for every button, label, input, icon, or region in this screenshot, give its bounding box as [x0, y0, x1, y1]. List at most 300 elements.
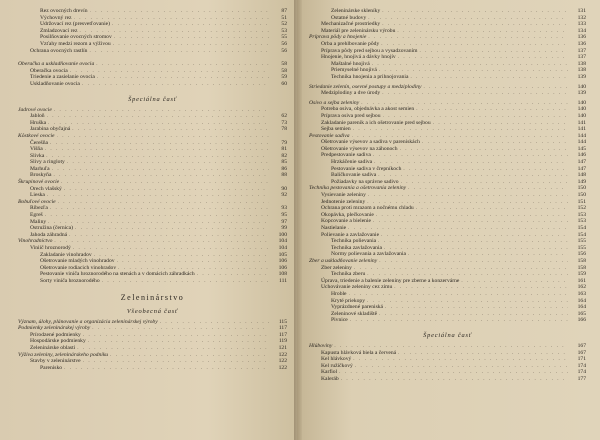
toc-entry: [18, 68, 287, 75]
toc-entry-title: Jednotenie zeleniny: [321, 198, 366, 205]
dot-leader: [92, 326, 269, 333]
toc-entry-title: Polievanie a zavlažovanie: [321, 231, 380, 238]
toc-entry-title: Udržovací rez (presvetľovanie): [40, 21, 110, 28]
toc-entry-title: Osivo a sejba zeleniny: [309, 99, 360, 106]
dot-leader: [197, 272, 269, 279]
toc-entry-title: Predpestovanie sadiva: [321, 152, 371, 159]
toc-entry-title: Ošetrovanie výsevov na záhonoch: [321, 145, 398, 152]
toc-entry: [18, 332, 287, 339]
toc-entry-title: Kel ružičkový: [321, 362, 353, 369]
toc-entry-page-number: 73: [281, 119, 287, 126]
dot-leader: [433, 121, 568, 128]
dot-leader: [113, 42, 269, 49]
toc-entry-title: Technika hnojenia a prihnojovania: [331, 73, 409, 80]
dot-leader: [102, 279, 269, 286]
dot-leader: [52, 167, 269, 174]
toc-entry-page-number: 166: [577, 317, 586, 324]
toc-entry-page-number: 78: [281, 126, 287, 133]
dot-leader: [89, 49, 269, 56]
dot-leader: [45, 147, 269, 154]
dot-leader: [403, 167, 568, 174]
dot-leader: [57, 134, 270, 141]
toc-entry: [309, 232, 586, 239]
dot-leader: [45, 213, 269, 220]
toc-entry-title: Hrzkáčenie sadiva: [331, 159, 373, 166]
toc-entry-page-number: 153: [577, 211, 586, 218]
dot-leader: [400, 147, 568, 154]
dot-leader: [368, 35, 568, 42]
toc-entry: [309, 258, 586, 265]
dot-leader: [83, 359, 269, 366]
toc-entry-page-number: 81: [281, 146, 287, 153]
dot-leader: [355, 364, 568, 371]
toc-entry-page-number: 171: [577, 356, 586, 363]
dot-leader: [90, 9, 269, 16]
toc-entry: [18, 271, 287, 278]
toc-entry: [18, 81, 287, 88]
toc-entry-page-number: 158: [577, 257, 586, 264]
toc-entry: [18, 238, 287, 245]
toc-entry-title: Kapusta hlávková biela a červená: [321, 349, 397, 356]
spacer: [18, 54, 287, 61]
toc-entry: [309, 113, 586, 120]
toc-entry-page-number: 115: [278, 318, 287, 325]
toc-entry-title: Sorty viniča hroznorodého: [40, 277, 100, 284]
spacer: [18, 88, 287, 95]
toc-entry-title: Kryté priekopy: [331, 297, 366, 304]
toc-entry-page-number: 156: [577, 251, 586, 258]
toc-entry-title: Ochrana proti mrazom a nočnému chladu: [321, 205, 414, 212]
toc-entry-page-number: 144: [577, 132, 586, 139]
toc-entry: [309, 90, 586, 97]
toc-entry-title: Maliny: [30, 218, 47, 225]
toc-entry: [309, 106, 586, 113]
toc-entry-title: Rez ovocných drevín: [40, 8, 88, 14]
toc-entry-page-number: 56: [281, 40, 287, 47]
toc-entry: [309, 192, 586, 199]
book-gutter-shadow: [294, 0, 302, 440]
dot-leader: [382, 9, 568, 16]
toc-entry: [18, 74, 287, 81]
toc-entry-page-number: 177: [577, 375, 586, 382]
toc-entry-title: Oberačka ovocia: [30, 67, 68, 74]
toc-entry: [309, 139, 586, 146]
toc-entry-title: Materiál pre zeleninársku výrobu: [321, 27, 396, 34]
toc-entry-page-number: 145: [577, 145, 586, 152]
toc-entry: [309, 8, 586, 15]
dot-leader: [398, 55, 568, 62]
toc-entry: [309, 369, 586, 376]
toc-entry-title: Ošetrovanie rodiacich vinohradov: [40, 264, 117, 271]
dot-leader: [72, 127, 269, 134]
toc-entry: [309, 146, 586, 153]
toc-entry: [18, 225, 287, 232]
toc-entry-page-number: 163: [577, 290, 586, 297]
toc-entry: [18, 140, 287, 147]
toc-entry-page-number: 164: [577, 297, 586, 304]
dot-leader: [368, 193, 568, 200]
dot-leader: [408, 252, 568, 259]
toc-entry-title: Zber a uskladňovanie zeleniny: [309, 257, 378, 264]
toc-entry-title: Slivy a ringloty: [30, 159, 65, 166]
toc-entry: [18, 34, 287, 41]
toc-entry: [18, 48, 287, 55]
toc-entry-page-number: 159: [577, 271, 586, 278]
toc-entry-page-number: 97: [281, 218, 287, 225]
toc-entry-title: Broskyňa: [30, 172, 52, 179]
left-block-1: [18, 8, 287, 54]
dot-leader: [398, 351, 568, 358]
toc-entry-page-number: 60: [281, 80, 287, 87]
toc-entry: [309, 61, 586, 68]
toc-entry: [18, 113, 287, 120]
dot-leader: [372, 62, 568, 69]
dot-leader: [382, 22, 568, 29]
toc-entry-page-number: 151: [577, 198, 586, 205]
toc-entry: [309, 152, 586, 159]
dot-leader: [341, 377, 568, 384]
toc-entry-page-number: 167: [577, 342, 586, 349]
toc-entry: [309, 159, 586, 166]
toc-entry-page-number: 132: [577, 14, 586, 21]
toc-entry: [309, 212, 586, 219]
toc-entry-title: Ošetrovanie mladých vinohradov: [40, 258, 115, 265]
toc-entry: [18, 41, 287, 48]
toc-entry: [309, 74, 586, 81]
toc-entry-page-number: 137: [577, 54, 586, 61]
dot-leader: [70, 69, 269, 76]
toc-entry-title: Jabloň: [30, 113, 45, 120]
dot-leader: [53, 173, 269, 180]
toc-entry-title: Parenisko: [40, 364, 63, 371]
toc-entry: [18, 199, 287, 206]
toc-entry-page-number: 55: [281, 34, 287, 41]
dot-leader: [114, 35, 269, 42]
toc-entry-page-number: 122: [278, 351, 287, 358]
toc-entry-title: Viniič hroznorodý: [30, 245, 71, 251]
toc-entry: [18, 179, 287, 186]
dot-leader: [64, 187, 269, 194]
toc-entry-title: Hospodárske podmienky: [30, 338, 86, 345]
toc-entry-page-number: 150: [577, 192, 586, 199]
toc-entry: [18, 120, 287, 127]
toc-entry-title: Lieska: [30, 192, 45, 199]
toc-entry: [18, 338, 287, 345]
toc-entry-title: Orba a prehlbovanie pôdy: [321, 40, 380, 47]
toc-entry-title: Oberačka a uskladňovanie ovocia: [18, 61, 95, 68]
dot-leader: [397, 29, 568, 36]
dot-leader: [461, 279, 568, 286]
dot-leader: [83, 333, 269, 340]
toc-entry-page-number: 52: [281, 21, 287, 28]
toc-entry: [309, 363, 586, 370]
dot-leader: [348, 226, 568, 233]
toc-entry: [18, 166, 287, 173]
toc-entry-page-number: 154: [577, 225, 586, 231]
toc-entry-page-number: 164: [577, 304, 586, 311]
toc-entry: [18, 192, 287, 199]
toc-entry-page-number: 106: [278, 258, 287, 265]
toc-entry: [18, 325, 287, 332]
toc-entry-page-number: 131: [577, 8, 586, 14]
toc-entry-title: Vyprázdnené pareniská: [331, 304, 384, 311]
toc-entry-page-number: 119: [278, 338, 287, 345]
toc-entry-page-number: 59: [281, 74, 287, 81]
toc-entry: [18, 126, 287, 133]
toc-entry: [309, 304, 586, 311]
toc-entry-title: Výchovný rez: [40, 14, 72, 21]
toc-entry: [18, 146, 287, 153]
toc-entry-page-number: 139: [577, 73, 586, 80]
toc-entry-page-number: 148: [577, 172, 586, 179]
toc-entry-title: Príprava pôdy a hnojenie: [309, 34, 367, 41]
toc-entry-page-number: 117: [278, 325, 287, 332]
toc-entry: [309, 376, 586, 383]
toc-entry: [18, 278, 287, 285]
toc-entry-page-number: 158: [577, 264, 586, 271]
toc-entry-page-number: 86: [281, 165, 287, 172]
dot-leader: [376, 213, 568, 220]
toc-entry-page-number: 147: [577, 165, 586, 172]
toc-entry-title: Technika zavlažovania: [331, 244, 383, 251]
toc-entry-page-number: 138: [577, 60, 586, 67]
left-block-4: [18, 319, 287, 372]
toc-entry-page-number: 90: [281, 185, 287, 192]
toc-entry-page-number: 92: [281, 192, 287, 199]
toc-entry: [309, 225, 586, 232]
toc-entry-page-number: 117: [278, 331, 287, 338]
toc-entry: [309, 238, 586, 245]
toc-entry: [309, 166, 586, 173]
toc-entry-page-number: 137: [577, 47, 586, 54]
dot-leader: [50, 206, 269, 213]
toc-entry-title: Požiadavky na správne sadivo: [331, 178, 399, 185]
toc-entry-title: Balíčkovanie sadiva: [331, 172, 377, 179]
toc-entry-title: Ríbezľa: [30, 205, 48, 212]
toc-entry-page-number: 141: [577, 119, 586, 126]
dot-leader: [110, 353, 269, 360]
toc-entry: [18, 345, 287, 352]
toc-entry-page-number: 88: [281, 172, 287, 179]
dot-leader: [73, 246, 269, 253]
toc-entry-page-number: 150: [577, 185, 586, 192]
right-block-4: [309, 343, 586, 383]
toc-entry-page-number: 122: [278, 358, 287, 365]
toc-entry-title: Ostružina (černica): [30, 225, 74, 232]
dot-leader: [378, 239, 568, 246]
toc-entry-title: Hlúboviny: [309, 342, 333, 349]
left-page: [0, 0, 297, 440]
toc-entry-page-number: 56: [281, 47, 287, 54]
dot-leader: [353, 127, 568, 134]
toc-entry: [18, 21, 287, 28]
toc-entry-title: Zeleninárske skleníky: [331, 8, 381, 14]
dot-leader: [97, 75, 269, 82]
toc-entry: [309, 356, 586, 363]
toc-entry-title: Uchovávanie zeleniny cez zimu: [321, 284, 393, 291]
toc-entry-page-number: 122: [278, 364, 287, 371]
dot-leader: [46, 154, 269, 161]
toc-entry: [18, 232, 287, 239]
dot-leader: [378, 173, 568, 180]
toc-entry: [309, 67, 586, 74]
toc-entry-page-number: 174: [577, 369, 586, 376]
dot-leader: [47, 114, 269, 121]
toc-entry-title: Vysievanie zeleniny: [321, 192, 366, 199]
toc-entry: [18, 205, 287, 212]
dot-leader: [61, 180, 269, 187]
toc-entry-page-number: 108: [278, 271, 287, 278]
toc-entry: [309, 100, 586, 107]
toc-entry-page-number: 152: [577, 205, 586, 212]
dot-leader: [54, 108, 269, 115]
toc-entry: [18, 352, 287, 359]
toc-entry-title: Okopávka, plečkovanie: [321, 211, 374, 218]
toc-entry-title: Normy polievania a zavlažovania: [331, 251, 407, 258]
right-page: [297, 0, 600, 440]
dot-leader: [367, 299, 568, 306]
toc-entry: [18, 265, 287, 272]
toc-entry: [309, 218, 586, 225]
toc-entry-title: Višňa: [30, 146, 43, 153]
toc-entry: [309, 34, 586, 41]
dot-leader: [394, 285, 568, 292]
toc-entry-page-number: 140: [577, 106, 586, 113]
toc-entry: [309, 48, 586, 55]
toc-entry-page-number: 139: [577, 90, 586, 97]
dot-leader: [47, 193, 269, 200]
toc-entry: [18, 186, 287, 193]
toc-entry-page-number: 174: [577, 362, 586, 369]
toc-entry-title: Úprava, triedenie a balenie zeleniny pre zberne a konzervárne: [321, 277, 460, 284]
toc-entry-page-number: 149: [577, 178, 586, 185]
toc-entry-title: Škrupinové ovocie: [18, 179, 60, 186]
toc-entry-page-number: 121: [278, 344, 287, 351]
toc-entry-page-number: 62: [281, 113, 287, 120]
toc-entry: [309, 126, 586, 133]
toc-entry-page-number: 100: [278, 231, 287, 238]
toc-entry: [309, 199, 586, 206]
toc-entry: [18, 319, 287, 326]
toc-entry-page-number: 165: [577, 310, 586, 317]
dot-leader: [368, 16, 568, 23]
dot-leader: [379, 312, 568, 319]
toc-entry: [18, 252, 287, 259]
toc-entry: [309, 54, 586, 61]
toc-entry: [18, 159, 287, 166]
dot-leader: [339, 370, 568, 377]
toc-entry-page-number: 79: [281, 139, 287, 146]
toc-entry: [309, 343, 586, 350]
dot-leader: [416, 206, 568, 213]
dot-leader: [48, 220, 269, 227]
toc-entry-title: Zeleninárske oblasti: [30, 344, 76, 351]
toc-entry-title: Pestovanie sadiva: [309, 132, 350, 139]
dot-leader: [88, 339, 269, 346]
toc-entry-page-number: 95: [281, 212, 287, 219]
dot-leader: [354, 266, 568, 273]
toc-entry: [18, 8, 287, 15]
dot-leader: [353, 357, 568, 364]
toc-entry-title: Karfiol: [321, 369, 338, 376]
toc-entry-page-number: 167: [577, 349, 586, 356]
dot-leader: [67, 160, 269, 167]
toc-entry-title: Pestovanie sadiva v črepníkoch: [331, 165, 402, 172]
toc-entry: [309, 205, 586, 212]
toc-entry: [309, 265, 586, 272]
special-part-heading-right: Špeciálna časť: [423, 331, 472, 339]
toc-entry-title: Technika polievania: [331, 238, 377, 245]
toc-entry-title: Pivnice: [331, 317, 348, 324]
dot-leader: [381, 233, 568, 240]
dot-leader: [373, 153, 568, 160]
dot-leader: [419, 49, 568, 56]
toc-entry-page-number: 51: [281, 14, 287, 21]
toc-entry: [309, 317, 586, 324]
toc-entry-title: Kel hlávkový: [321, 356, 352, 363]
toc-entry-page-number: 99: [281, 225, 287, 232]
toc-entry-page-number: 155: [577, 238, 586, 245]
toc-entry-title: Hnojenie, hnojivá a dávky hnojív: [321, 54, 396, 61]
dot-leader: [160, 320, 269, 327]
toc-entry-title: Hroble: [331, 290, 347, 297]
toc-entry-page-number: 136: [577, 34, 586, 41]
toc-entry-page-number: 104: [278, 245, 287, 251]
toc-entry-title: Striedanie zelenín, osevné postupy a medziplodiny: [309, 83, 422, 90]
toc-entry-title: Jarabina obyčajná: [30, 126, 71, 133]
toc-entry-title: Výživa zeleniny, zeleninárskeho podniku: [18, 351, 109, 358]
toc-entry-page-number: 147: [577, 159, 586, 166]
toc-entry-page-number: 104: [278, 238, 287, 245]
toc-entry-title: Slivka: [30, 152, 45, 159]
toc-entry: [309, 15, 586, 22]
left-block-3: [18, 107, 287, 285]
toc-entry-page-number: 162: [577, 284, 586, 291]
dot-leader: [96, 62, 269, 69]
toc-entry: [18, 28, 287, 35]
toc-entry-title: Bobuľové ovocie: [18, 198, 56, 205]
dot-leader: [54, 239, 269, 246]
toc-entry-title: Jadrové ovocie: [18, 106, 52, 113]
toc-entry-title: Technika pestovania a ošetrovania zeleniny: [309, 185, 407, 192]
toc-entry-page-number: 93: [281, 205, 287, 212]
toc-entry: [18, 133, 287, 140]
toc-entry-title: Stavby v zeleninárstve: [30, 358, 81, 365]
toc-entry-page-number: 144: [577, 139, 586, 146]
right-block-2: [309, 84, 586, 97]
toc-entry: [18, 61, 287, 68]
toc-entry-page-number: 154: [577, 231, 586, 238]
toc-entry-title: Egreš: [30, 212, 43, 219]
dot-leader: [117, 259, 269, 266]
toc-entry: [309, 251, 586, 258]
toc-entry-page-number: 106: [278, 264, 287, 271]
toc-entry-title: Ošetrovanie výsevov a sadiva v pareniskách: [321, 139, 420, 146]
toc-entry-title: Medziplodiny a dve úrody: [321, 90, 381, 97]
toc-entry-title: Kopcovanie a bielenie: [321, 218, 372, 225]
toc-entry-title: Triedenie a zasielanie ovocia: [30, 74, 95, 81]
toc-entry-page-number: 153: [577, 218, 586, 225]
toc-entry-title: Vzťahy medzi rezom a výživou: [40, 40, 111, 47]
toc-entry: [309, 41, 586, 48]
toc-entry-page-number: 85: [281, 159, 287, 166]
toc-entry: [309, 311, 586, 318]
dot-leader: [423, 85, 568, 92]
dot-leader: [64, 366, 269, 373]
toc-entry: [18, 107, 287, 114]
toc-entry-title: Ochrana ovocných rastlín: [30, 47, 88, 54]
dot-leader: [69, 233, 269, 240]
